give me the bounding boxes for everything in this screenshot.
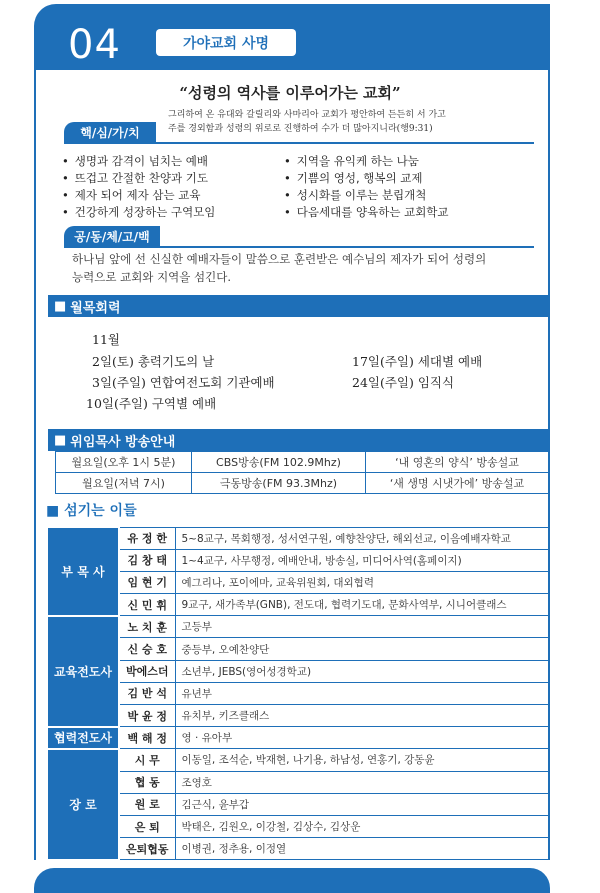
- staff-role: 영 · 유아부: [175, 727, 550, 749]
- core-value-item: • 건강하게 성장하는 구역모임: [62, 205, 216, 219]
- staff-role: 예그리나, 포이에마, 교육위원회, 대외협력: [175, 571, 550, 593]
- table-row: [47, 594, 550, 616]
- table-row: [47, 727, 550, 749]
- table-row: [47, 749, 550, 771]
- staff-title: ■ 섬기는 이들: [46, 503, 137, 519]
- core-value-item: • 기쁨의 영성, 행복의 교제: [284, 171, 423, 185]
- monthly-calendar-header: ■ 월목회력: [48, 295, 550, 317]
- core-value-item: • 성시화를 이루는 분립개척: [284, 188, 427, 202]
- community-confession: 하나님 앞에 선 신실한 예배자들이 말씀으로 훈련받은 예수님의 제자가 되어 성령의 능력으로 교회와 지역을 섬긴다.: [72, 252, 487, 284]
- staff-group: 협력전도사: [47, 727, 119, 749]
- schedule-item: 3일(주일) 연합여전도회 기관예배: [92, 375, 275, 390]
- broadcast-program: ‘내 영혼의 양식’ 방송설교: [366, 452, 549, 473]
- staff-role: 소년부, JEBS(영어성경학교): [175, 660, 550, 682]
- section-banner: [34, 4, 550, 70]
- staff-group: 장 로: [47, 749, 119, 860]
- table-row: [47, 638, 550, 660]
- core-value-item: • 생명과 감격이 넘치는 예배: [62, 154, 208, 168]
- staff-role: 유년부: [175, 682, 550, 704]
- staff-table: [46, 526, 550, 861]
- staff-name: 유 정 한: [119, 527, 175, 549]
- table-row: [47, 571, 550, 593]
- staff-name: 박 윤 정: [119, 705, 175, 727]
- staff-name: 신 승 호: [119, 638, 175, 660]
- broadcast-program: ‘새 생명 시냇가에’ 방송설교: [366, 473, 549, 494]
- core-value-item: • 지역을 유익케 하는 나눔: [284, 154, 419, 168]
- broadcast-row: [56, 452, 549, 473]
- staff-role: 5~8교구, 목회행정, 성서연구원, 예향찬양단, 해외선교, 이음예배자학교: [175, 527, 550, 549]
- staff-name: 은퇴협동: [119, 838, 175, 860]
- staff-role: 유치부, 키즈클래스: [175, 705, 550, 727]
- table-row: [47, 682, 550, 704]
- staff-role: 이동일, 조석순, 박재현, 나기용, 하남성, 연홍기, 강동윤: [175, 749, 550, 771]
- core-value-item: • 뜨겁고 간절한 찬양과 기도: [62, 171, 208, 185]
- table-row: [47, 771, 550, 793]
- community-tag: 공/동/체/고/백: [64, 226, 160, 246]
- staff-role: 9교구, 새가족부(GNB), 전도대, 협력기도대, 문화사역부, 시니어클래스: [175, 594, 550, 616]
- table-row: [47, 793, 550, 815]
- staff-name: 백 해 정: [119, 727, 175, 749]
- staff-name: 박에스더: [119, 660, 175, 682]
- church-motto: “성령의 역사를 이루어가는 교회”: [179, 84, 401, 102]
- staff-role: 이병권, 정추용, 이정열: [175, 838, 550, 860]
- community-rule: [64, 246, 534, 248]
- broadcast-time: 월요일(오후 1시 5분): [56, 452, 192, 473]
- staff-name: 원 로: [119, 793, 175, 815]
- staff-role: 1~4교구, 사무행정, 예배안내, 방송실, 미디어사역(홈페이지): [175, 549, 550, 571]
- table-row: [47, 549, 550, 571]
- staff-name: 김 창 태: [119, 549, 175, 571]
- core-value-item: • 다음세대를 양육하는 교회학교: [284, 205, 449, 219]
- scripture-verse: [168, 108, 498, 136]
- broadcast-header: ■ 위임목사 방송안내: [48, 429, 550, 451]
- schedule-item: 10일(주일) 구역별 예배: [86, 396, 217, 411]
- table-row: [47, 616, 550, 638]
- staff-role: 중등부, 오예찬양단: [175, 638, 550, 660]
- staff-name: 김 반 석: [119, 682, 175, 704]
- section-number: 04: [68, 22, 121, 68]
- staff-name: 노 치 훈: [119, 616, 175, 638]
- broadcast-row: [56, 473, 549, 494]
- verse-line-1: 그리하여 온 유대와 갈릴리와 사마리아 교회가 평안하여 든든히 서 가고: [168, 110, 446, 120]
- footer-banner: [34, 868, 550, 893]
- schedule-item: 24일(주일) 임직식: [352, 375, 455, 390]
- staff-name: 은 퇴: [119, 815, 175, 837]
- table-row: [47, 527, 550, 549]
- schedule-item: 17일(주일) 세대별 예배: [352, 354, 483, 369]
- staff-role: 박태은, 김원오, 이강철, 김상수, 김상운: [175, 815, 550, 837]
- table-row: [47, 660, 550, 682]
- broadcast-station: CBS방송(FM 102.9Mhz): [192, 452, 366, 473]
- broadcast-table: [55, 451, 549, 494]
- core-value-item: • 제자 되어 제자 삼는 교육: [62, 188, 201, 202]
- table-row: [47, 815, 550, 837]
- staff-role: 고등부: [175, 616, 550, 638]
- staff-name: 임 현 기: [119, 571, 175, 593]
- table-row: [47, 838, 550, 860]
- table-row: [47, 705, 550, 727]
- staff-group: 교육전도사: [47, 616, 119, 727]
- broadcast-time: 월요일(저녁 7시): [56, 473, 192, 494]
- schedule-item: 2일(토) 총력기도의 날: [92, 354, 215, 369]
- staff-role: 조영호: [175, 771, 550, 793]
- staff-name: 시 무: [119, 749, 175, 771]
- month-label: 11월: [92, 332, 120, 347]
- staff-name: 협 동: [119, 771, 175, 793]
- section-title: 가야교회 사명: [156, 29, 296, 56]
- core-values-rule: [64, 142, 534, 144]
- verse-line-2: 주를 경외함과 성령의 위로로 진행하여 수가 더 많아지니라(행9:31): [168, 124, 433, 134]
- broadcast-station: 극동방송(FM 93.3Mhz): [192, 473, 366, 494]
- staff-role: 김근식, 윤부갑: [175, 793, 550, 815]
- core-values-tag: 핵/심/가/치: [64, 122, 156, 142]
- staff-group: 부 목 사: [47, 527, 119, 616]
- staff-name: 신 민 휘: [119, 594, 175, 616]
